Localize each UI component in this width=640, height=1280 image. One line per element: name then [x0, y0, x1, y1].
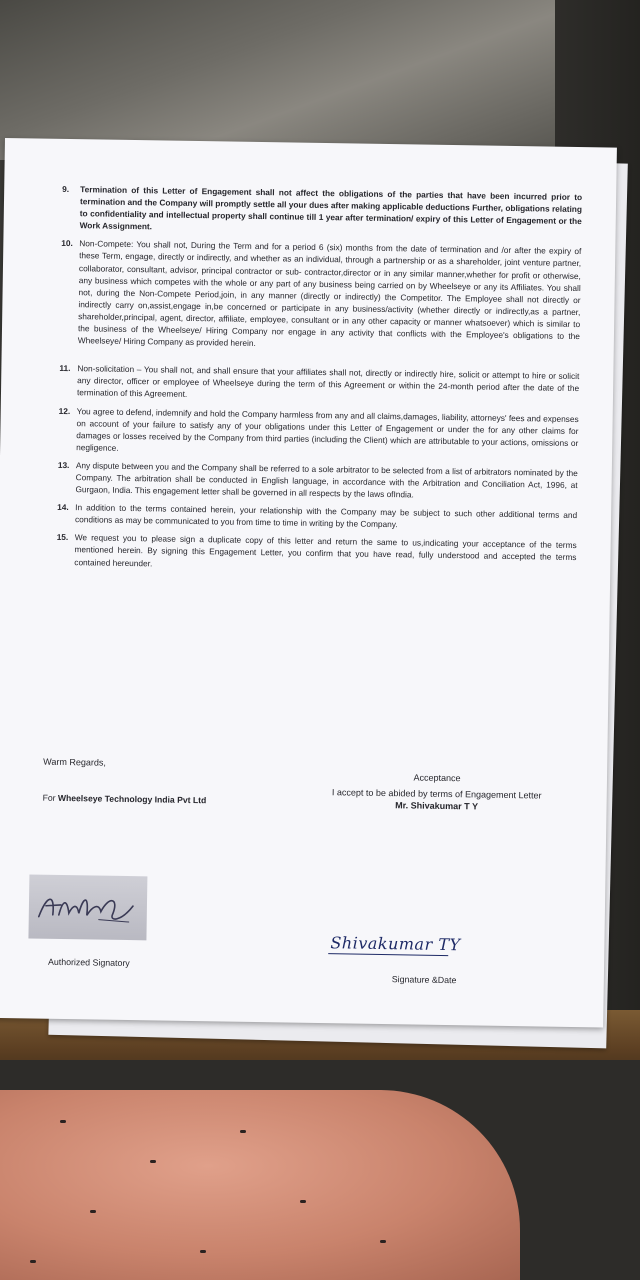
clause-11 — [59, 362, 580, 406]
clause-number: 11. — [59, 363, 71, 374]
acceptor-signature: Shivakumar TY — [330, 933, 461, 955]
engagement-letter-page — [0, 138, 617, 1028]
signature-date-label: Signature &Date — [391, 974, 457, 986]
clause-text: Non-solicitation – You shall not, and shall ensure that your affiliates shall not, directly or indirectly hire, solicit or attempt to hire or solicit any director, officer or employee of Wheelseye during the term of this Agreement or within the 24-month period after the date of the termination of this Agreement. — [76, 363, 580, 400]
clause-12 — [58, 404, 579, 461]
clause-text: We request you to please sign a duplicate copy of this letter and return the same to us,indicating your acceptance of the terms mentioned herein. By signing this Engagement Letter, you confirm that you have read, fully understood and accepted the terms contained hereunder. — [74, 532, 577, 568]
clause-14 — [57, 501, 577, 533]
fabric-dot — [90, 1210, 96, 1213]
clause-13 — [57, 459, 578, 503]
shirt-fabric — [0, 1090, 520, 1280]
clause-text: Any dispute between you and the Company shall be referred to a sole arbitrator to be selected from a list of arbitrators nominated by the Company. The arbitration shall be conducted in English language, in accordance with the Arbitration and Conciliation Act, 1996, at Gurgaon, India. This engagement letter shall be governed in all respects by the laws ofIndia. — [75, 460, 578, 500]
authorized-signature-image — [28, 874, 147, 940]
acceptor-name: Mr. Shivakumar T Y — [395, 800, 479, 812]
clause-number: 15. — [56, 532, 69, 543]
fabric-dot — [30, 1260, 36, 1263]
clause-number: 10. — [61, 238, 73, 249]
clause-text: Termination of this Letter of Engagement shall not affect the obligations of the parties that have been incurred prior to termination and the Company will promptly settle all your dues after making applicable deductions Further, obligations relating to confidentiality and intellectual property shall continue till 1 year after termination/ expiry of this Letter of Engagement or the Work Assignment. — [79, 184, 583, 232]
clause-number: 13. — [57, 459, 70, 470]
fabric-dot — [150, 1160, 156, 1163]
clause-text: You agree to defend, indemnify and hold the Company harmless from any and all claims,damages, liability, attorneys' fees and expenses on account of your failure to satisfy any of your obligations under this Letter of Engagement or under the for any other claims for damages or losses received by the Company from third parties (including the Client) which are attributable to your actions, omissions or negligence. — [76, 405, 579, 453]
warm-regards: Warm Regards, — [43, 756, 106, 768]
fabric-dot — [240, 1130, 246, 1133]
acceptance-block — [307, 771, 568, 813]
clause-number: 14. — [57, 502, 69, 513]
clause-10 — [60, 237, 582, 354]
fabric-dot — [200, 1250, 206, 1253]
clause-9 — [62, 183, 583, 240]
fabric-dot — [380, 1240, 386, 1243]
company-signoff — [43, 757, 207, 806]
clause-number: 9. — [62, 183, 70, 195]
clause-text: In addition to the terms contained herein, your relationship with the Company may be subject to such other additional terms and conditions as may be communicated to you from time to time in writing by the Company. — [74, 502, 578, 530]
clause-15 — [56, 531, 577, 575]
background-top — [0, 0, 640, 160]
authorized-signatory-label: Authorized Signatory — [47, 956, 130, 969]
company-line — [43, 793, 207, 806]
clause-number: 12. — [58, 405, 71, 416]
company-name: Wheelseye Technology India Pvt Ltd — [57, 792, 207, 806]
handwritten-signature-icon — [28, 874, 147, 940]
acceptance-title: Acceptance — [413, 772, 461, 784]
fabric-dot — [60, 1120, 66, 1123]
for-label: For — [42, 792, 56, 803]
acceptance-statement: I accept to be abided by terms of Engagement Letter — [331, 787, 542, 801]
terms-clauses — [56, 183, 582, 582]
fabric-dot — [300, 1200, 306, 1203]
clause-text: Non-Compete: You shall not, During the Term and for a period 6 (six) months from the date of termination and /or after the expiry of these Term, engage, directly or indirectly, and whether as an individual, through a partnership or as a shareholder, joint venture partner, collaborator, consultant, advisor, principal contractor or sub- contractor,director or in any similar manner,whether for profit or otherwise, any business which competes with the whole or any part of any business being carried on by Wheelseye or any its Affiliates. You shall not, during the Non-Compete Period,join, in any manner (directly or indirectly) the Competitor. The Employee shall not directly or indirectly carry on,assist,engage in,be concerned or participate in any business/activity (whether directly or indirectly,as a partner, shareholder,principal, agent, director, affiliate, employee, consultant or in any other capacity or manner whatsoever) which is similar to the business of the Wheelseye/ Hiring Company nor engage in any activity that conflicts with the Employee's obligations to the Wheelseye/ Hiring Company as provided herein. — [77, 238, 582, 349]
